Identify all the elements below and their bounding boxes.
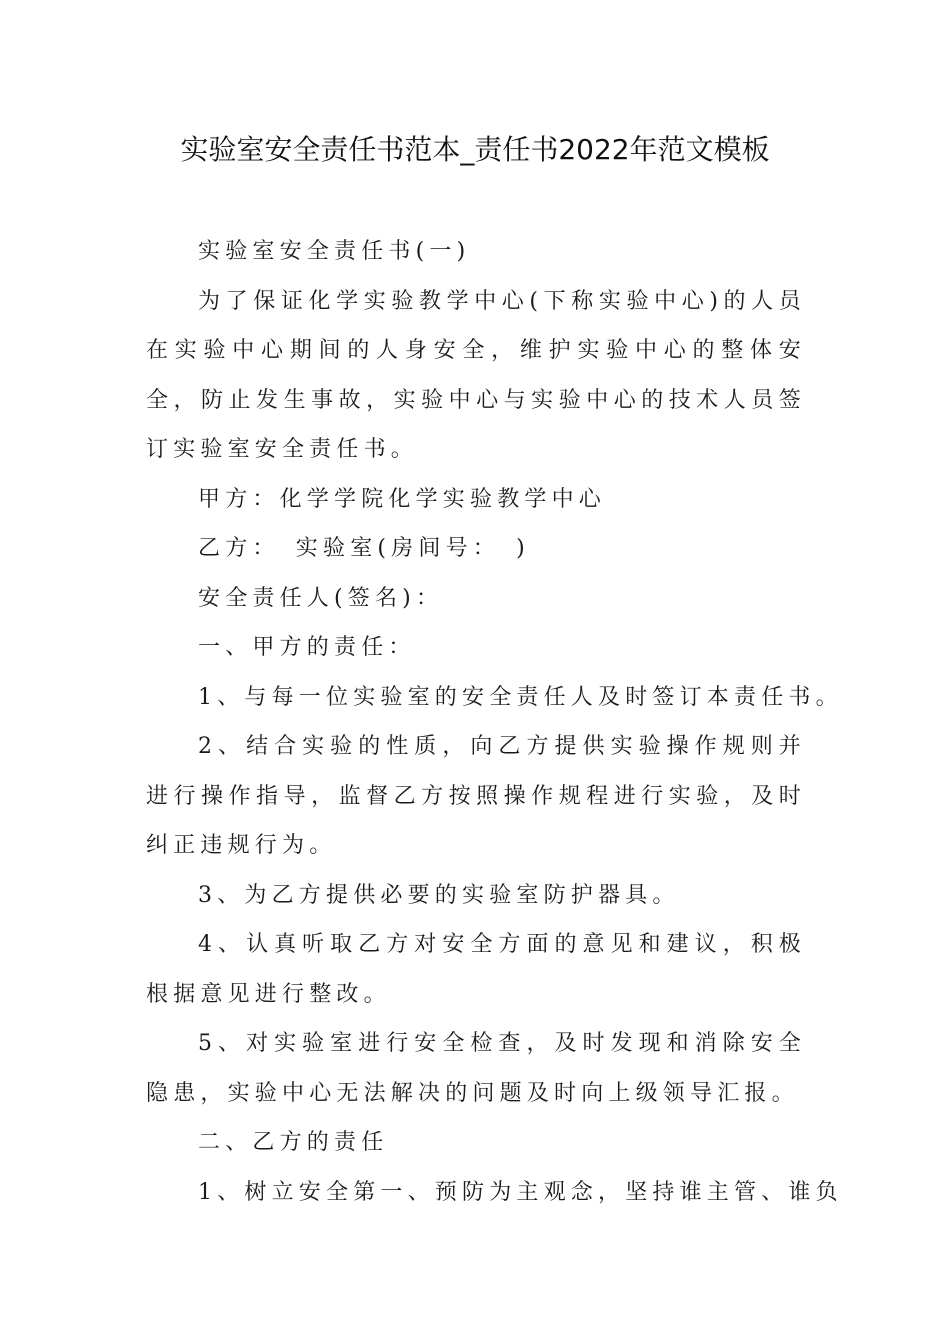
section-heading-1: 实验室安全责任书(一) (198, 239, 471, 264)
party-a-line: 甲方：化学学院化学实验教学中心 (198, 486, 607, 512)
party-b-duties-heading: 二、乙方的责任 (198, 1130, 389, 1155)
list-item: 1、与每一位实验室的安全责任人及时签订本责任书。 (198, 684, 843, 710)
list-item: 3、为乙方提供必要的实验室防护器具。 (198, 882, 680, 908)
document-body (146, 227, 843, 1217)
list-item: 5、对实验室进行安全检查，及时发现和消除安全隐患，实验中心无法解决的问题及时向上级领导汇报。 (146, 1031, 806, 1106)
list-item: 1、树立安全第一、预防为主观念，坚持谁主管、谁负 (198, 1179, 843, 1205)
intro-paragraph: 为了保证化学实验教学中心(下称实验中心)的人员在实验中心期间的人身安全，维护实验中心的整体安全，防止发生事故，实验中心与实验中心的技术人员签订实验室安全责任书。 (146, 288, 806, 462)
document-title: 实验室安全责任书范本_责任书2022年范文模板 (180, 133, 770, 166)
list-item: 2、结合实验的性质，向乙方提供实验操作规则并进行操作指导，监督乙方按照操作规程进行实验，及时纠正违规行为。 (146, 734, 806, 858)
party-a-duties-heading: 一、甲方的责任： (198, 635, 416, 660)
party-b-line: 乙方： 实验室(房间号： ) (198, 536, 530, 561)
list-item: 4、认真听取乙方对安全方面的意见和建议，积极根据意见进行整改。 (146, 932, 806, 1007)
signature-line: 安全责任人(签名)： (198, 585, 444, 611)
